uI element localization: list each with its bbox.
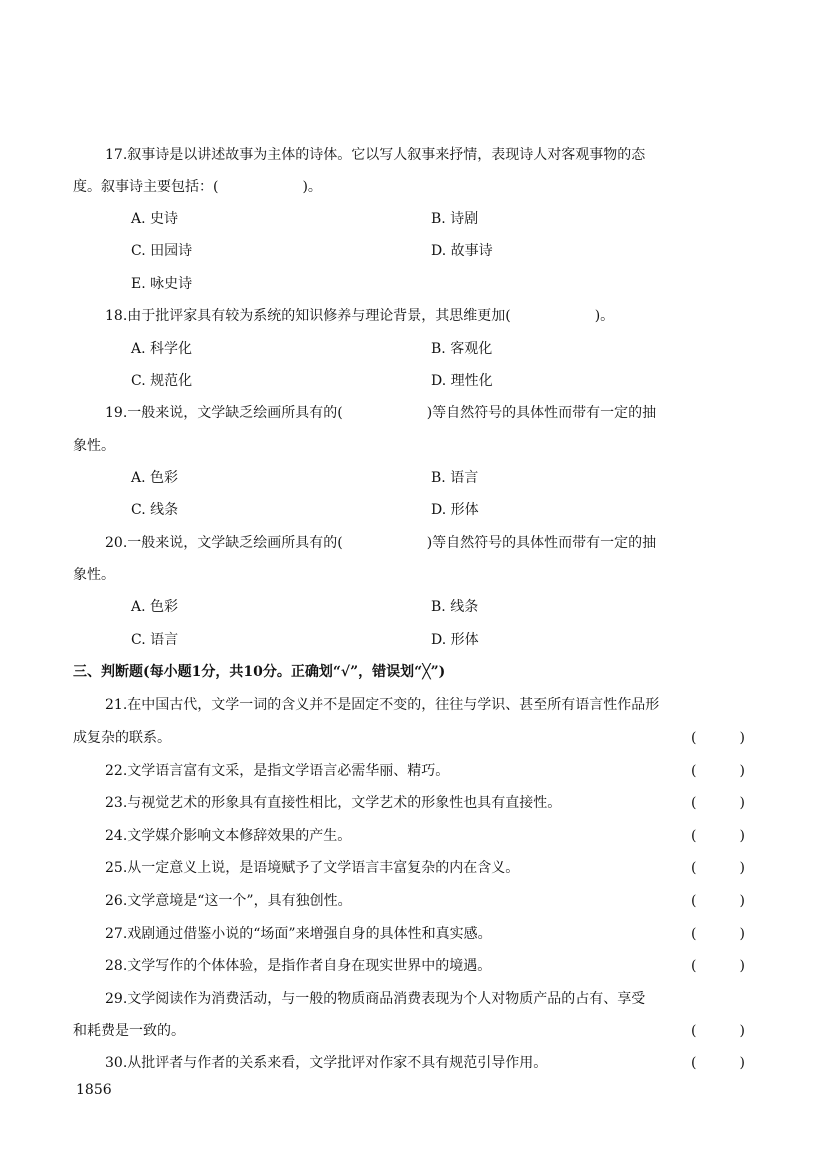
q26-text: 26.文学意境是“这一个”，具有独创性。 — [105, 893, 352, 909]
q18-option-b: B. 客观化 — [431, 341, 493, 357]
q28-answer-box[interactable]: ( ) — [691, 958, 745, 974]
q20-option-c: C. 语言 — [131, 632, 179, 648]
q29-answer-box[interactable]: ( ) — [691, 1023, 745, 1039]
q17-option-c: C. 田园诗 — [131, 243, 193, 259]
page-number: 1856 — [76, 1082, 112, 1098]
q25-row — [105, 858, 745, 878]
q20-option-b: B. 线条 — [431, 599, 479, 615]
q22-row — [105, 761, 745, 781]
q18-line1: 18.由于批评家具有较为系统的知识修养与理论背景，其思维更加( )。 — [105, 308, 615, 324]
q18-option-a: A. 科学化 — [131, 341, 193, 357]
q21-answer-box[interactable]: ( ) — [691, 730, 745, 746]
q30-row — [105, 1053, 745, 1073]
q17-line2: 度。叙事诗主要包括：( )。 — [73, 179, 322, 195]
q19-line1: 19.一般来说，文学缺乏绘画所具有的( )等自然符号的具体性而带有一定的抽 — [105, 405, 657, 421]
q20-option-a: A. 色彩 — [131, 599, 179, 615]
q18-option-d: D. 理性化 — [431, 373, 493, 389]
q19-option-c: C. 线条 — [131, 502, 179, 518]
q26-answer-box[interactable]: ( ) — [691, 893, 745, 909]
q27-answer-box[interactable]: ( ) — [691, 926, 745, 942]
q20-option-d: D. 形体 — [431, 632, 479, 648]
q19-line2: 象性。 — [73, 438, 115, 454]
q19-option-a: A. 色彩 — [131, 470, 179, 486]
q17-option-d: D. 故事诗 — [431, 243, 493, 259]
q23-answer-box[interactable]: ( ) — [691, 795, 745, 811]
q22-text: 22.文学语言富有文采，是指文学语言必需华丽、精巧。 — [105, 763, 450, 779]
q29-line2: 和耗费是一致的。 — [73, 1023, 185, 1039]
q20-line2: 象性。 — [73, 567, 115, 583]
q29-row2 — [73, 1021, 745, 1041]
q30-text: 30.从批评者与作者的关系来看，文学批评对作家不具有规范引导作用。 — [105, 1055, 548, 1071]
q17-option-b: B. 诗剧 — [431, 211, 479, 227]
q21-line1: 21.在中国古代，文学一词的含义并不是固定不变的，往往与学识、甚至所有语言性作品形 — [105, 697, 660, 713]
q25-answer-box[interactable]: ( ) — [691, 860, 745, 876]
q21-line2: 成复杂的联系。 — [73, 730, 171, 746]
q17-line1: 17.叙事诗是以讲述故事为主体的诗体。它以写人叙事来抒情，表现诗人对客观事物的态 — [105, 147, 646, 163]
q29-line1: 29.文学阅读作为消费活动，与一般的物质商品消费表现为个人对物质产品的占有、享受 — [105, 991, 646, 1007]
q28-row — [105, 956, 745, 976]
q23-row — [105, 793, 745, 813]
q18-option-c: C. 规范化 — [131, 373, 193, 389]
q24-row — [105, 826, 745, 846]
q27-row — [105, 924, 745, 944]
q22-answer-box[interactable]: ( ) — [691, 763, 745, 779]
q24-answer-box[interactable]: ( ) — [691, 828, 745, 844]
q27-text: 27.戏剧通过借鉴小说的“场面”来增强自身的具体性和真实感。 — [105, 926, 492, 942]
q25-text: 25.从一定意义上说，是语境赋予了文学语言丰富复杂的内在含义。 — [105, 860, 520, 876]
q17-option-e: E. 咏史诗 — [131, 276, 193, 292]
q26-row — [105, 891, 745, 911]
q19-option-d: D. 形体 — [431, 502, 479, 518]
q28-text: 28.文学写作的个体体验，是指作者自身在现实世界中的境遇。 — [105, 958, 492, 974]
q20-line1: 20.一般来说，文学缺乏绘画所具有的( )等自然符号的具体性而带有一定的抽 — [105, 535, 657, 551]
q17-option-a: A. 史诗 — [131, 211, 179, 227]
q23-text: 23.与视觉艺术的形象具有直接性相比，文学艺术的形象性也具有直接性。 — [105, 795, 562, 811]
q19-option-b: B. 语言 — [431, 470, 479, 486]
q30-answer-box[interactable]: ( ) — [691, 1055, 745, 1071]
q21-row2 — [73, 728, 745, 748]
section-3-title: 三、判断题(每小题1分，共10分。正确划“√”，错误划“╳”) — [73, 664, 446, 680]
q24-text: 24.文学媒介影响文本修辞效果的产生。 — [105, 828, 352, 844]
